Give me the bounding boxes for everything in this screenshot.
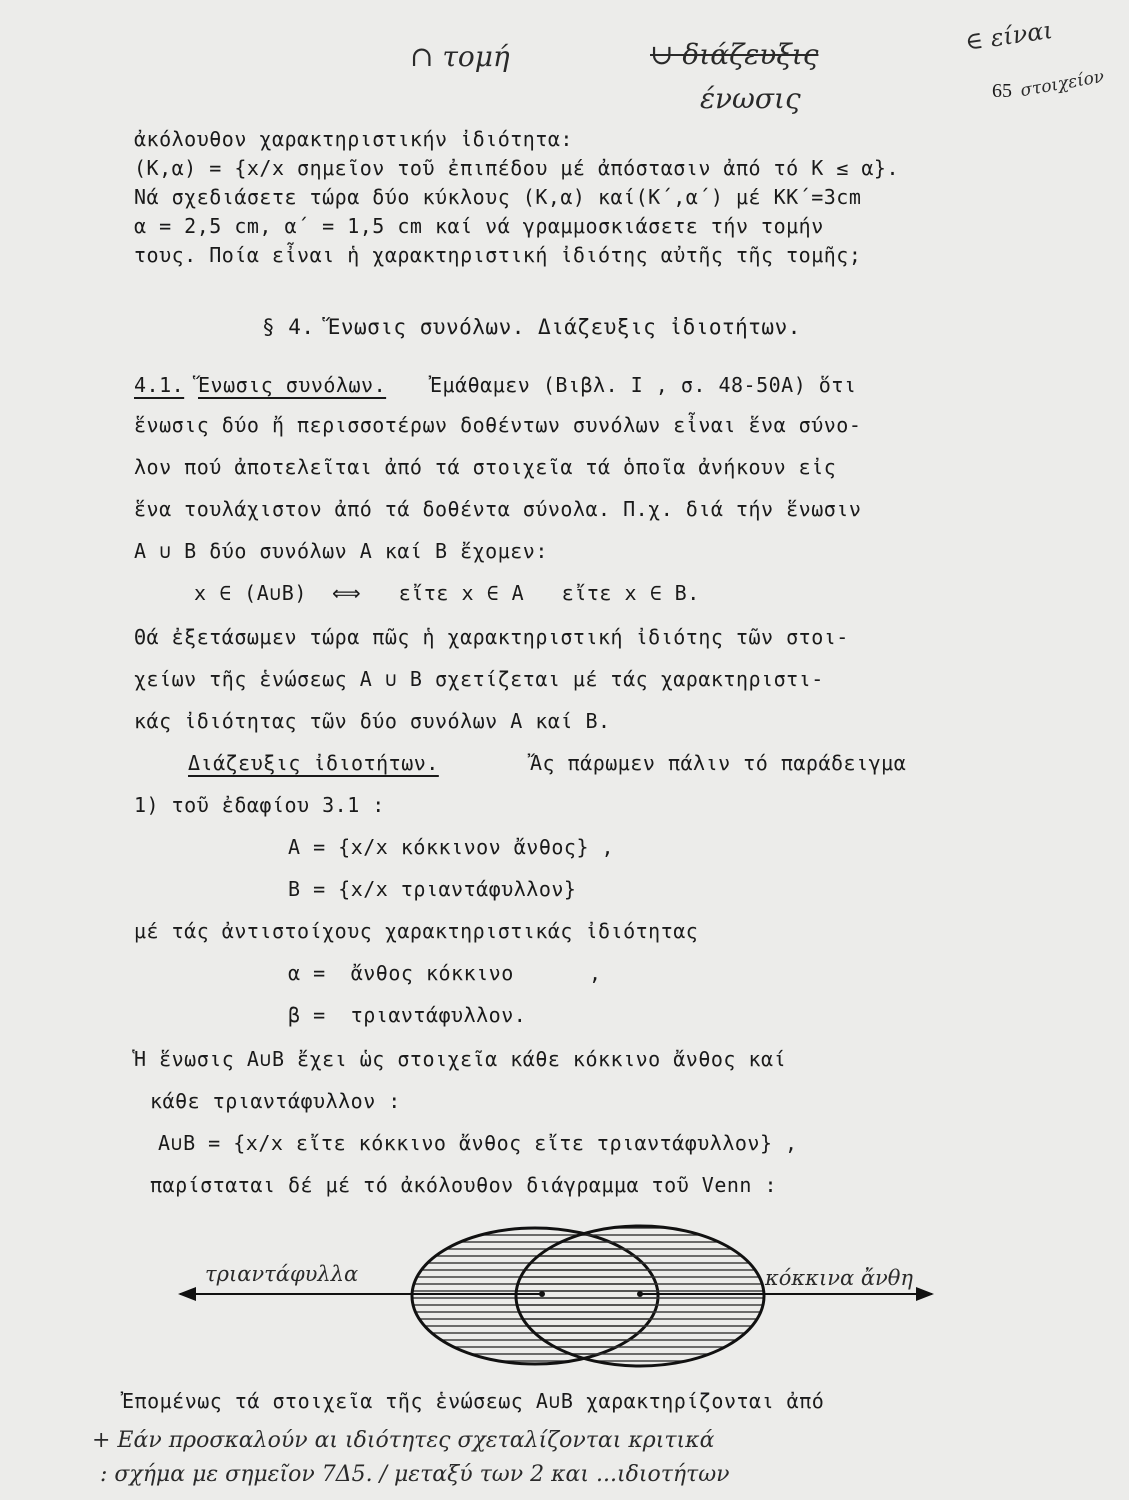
text-line: ἕνα τουλάχιστον ἀπό τά δοθέντα σύνολα. Π.χ. διά τήν ἕνωσιν [134,497,862,521]
set-b-definition: Β = {x/x τριαντάφυλλον} [288,877,577,901]
text-line: Θά ἐξετάσωμεν τώρα πῶς ἡ χαρακτηριστική ἰδιότης τῶν στοι- [134,625,849,649]
page-number: 65 [992,80,1012,102]
text-line: Νά σχεδιάσετε τώρα δύο κύκλους (Κ,α) καί(Κ΄,α΄) μέ ΚΚ΄=3cm [134,185,862,209]
disjunction-title: Διάζευξις ἰδιοτήτων. [188,751,439,775]
venn-label-right: κόκκινα ἄνθη [765,1266,913,1290]
venn-label-left: τριαντάφυλλα [205,1262,359,1286]
text-line: α = 2,5 cm, α΄ = 1,5 cm καί νά γραμμοσκιάσετε τήν τομήν [134,214,824,238]
footer-note: : σχήμα με σημεῖον 7Δ5. / μεταξύ των 2 και ...ιδιοτήτων [100,1462,730,1487]
subsection-title: Ἕνωσις συνόλων. [198,373,387,397]
set-a-definition: Α = {x/x κόκκινον ἄνθος} , [288,835,615,859]
text-line: Ἐπομένως τά στοιχεῖα τῆς ἑνώσεως Α∪Β χαρακτηρίζονται ἀπό [122,1389,825,1413]
text-line: Ἄς πάρωμεν πάλιν τό παράδειγμα [530,751,907,775]
union-definition: Α∪Β = {x/x εἴτε κόκκινο ἄνθος εἴτε τριαντάφυλλον} , [158,1131,798,1155]
text-line: Α ∪ Β δύο συνόλων Α καί Β ἔχομεν: [134,539,548,563]
property-alpha: α = ἄνθος κόκκινο , [288,961,602,985]
text-line: κάς ἰδιότητας τῶν δύο συνόλων Α καί Β. [134,709,611,733]
footer-note: + Εάν προσκαλούν αι ιδιότητες σχεταλίζονται κριτικά [92,1428,715,1453]
note-intersection: ∩ τομή [410,40,510,73]
text-line: ἕνωσις δύο ἤ περισσοτέρων δοθέντων συνόλων εἶναι ἕνα σύνο- [134,413,862,437]
subsection-number: 4.1. [134,373,185,397]
text-line: Ἡ ἕνωσις Α∪Β ἔχει ὡς στοιχεῖα κάθε κόκκινο ἄνθος καί [134,1047,787,1071]
text-line: παρίσταται δέ μέ τό ἀκόλουθον διάγραμμα τοῦ Venn : [150,1173,778,1197]
text-line: κάθε τριαντάφυλλον : [150,1089,401,1113]
section-title: § 4. Ἕνωσις συνόλων. Διάζευξις ἰδιοτήτων. [262,315,801,339]
text-line: ἀκόλουθον χαρακτηριστικήν ἰδιότητα: [134,127,573,151]
text-line: χείων τῆς ἑνώσεως Α ∪ Β σχετίζεται μέ τάς χαρακτηριστι- [134,667,824,691]
text-line: 1) τοῦ ἐδαφίου 3.1 : [134,793,385,817]
text-line: (Κ,α) = {x/x σημεῖον τοῦ ἐπιπέδου μέ ἀπόστασιν ἀπό τό Κ ≤ α}. [134,156,900,180]
property-beta: β = τριαντάφυλλον. [288,1003,527,1027]
note-union-replacement: ένωσις [700,82,801,115]
text-line: τους. Ποία εἶναι ἡ χαρακτηριστική ἰδιότης αὐτῆς τῆς τομῆς; [134,243,862,267]
formula-union: x ∈ (Α∪Β) ⟺ εἴτε x ∈ Α εἴτε x ∈ Β. [194,581,700,605]
note-element-of: ∈ είναι [963,16,1055,56]
text-line: μέ τάς ἀντιστοίχους χαρακτηριστικάς ἰδιότητας [134,919,699,943]
text-line: λον πού ἀποτελεῖται ἀπό τά στοιχεῖα τά ὁποῖα ἀνήκουν εἰς [134,455,837,479]
note-union-struck: ∪ διάζευξις [650,38,819,71]
text-line: Ἐμάθαμεν (Βιβλ. Ι , σ. 48-50Α) ὅτι [430,373,857,397]
note-page-annotation: στοιχείον [1018,66,1106,102]
